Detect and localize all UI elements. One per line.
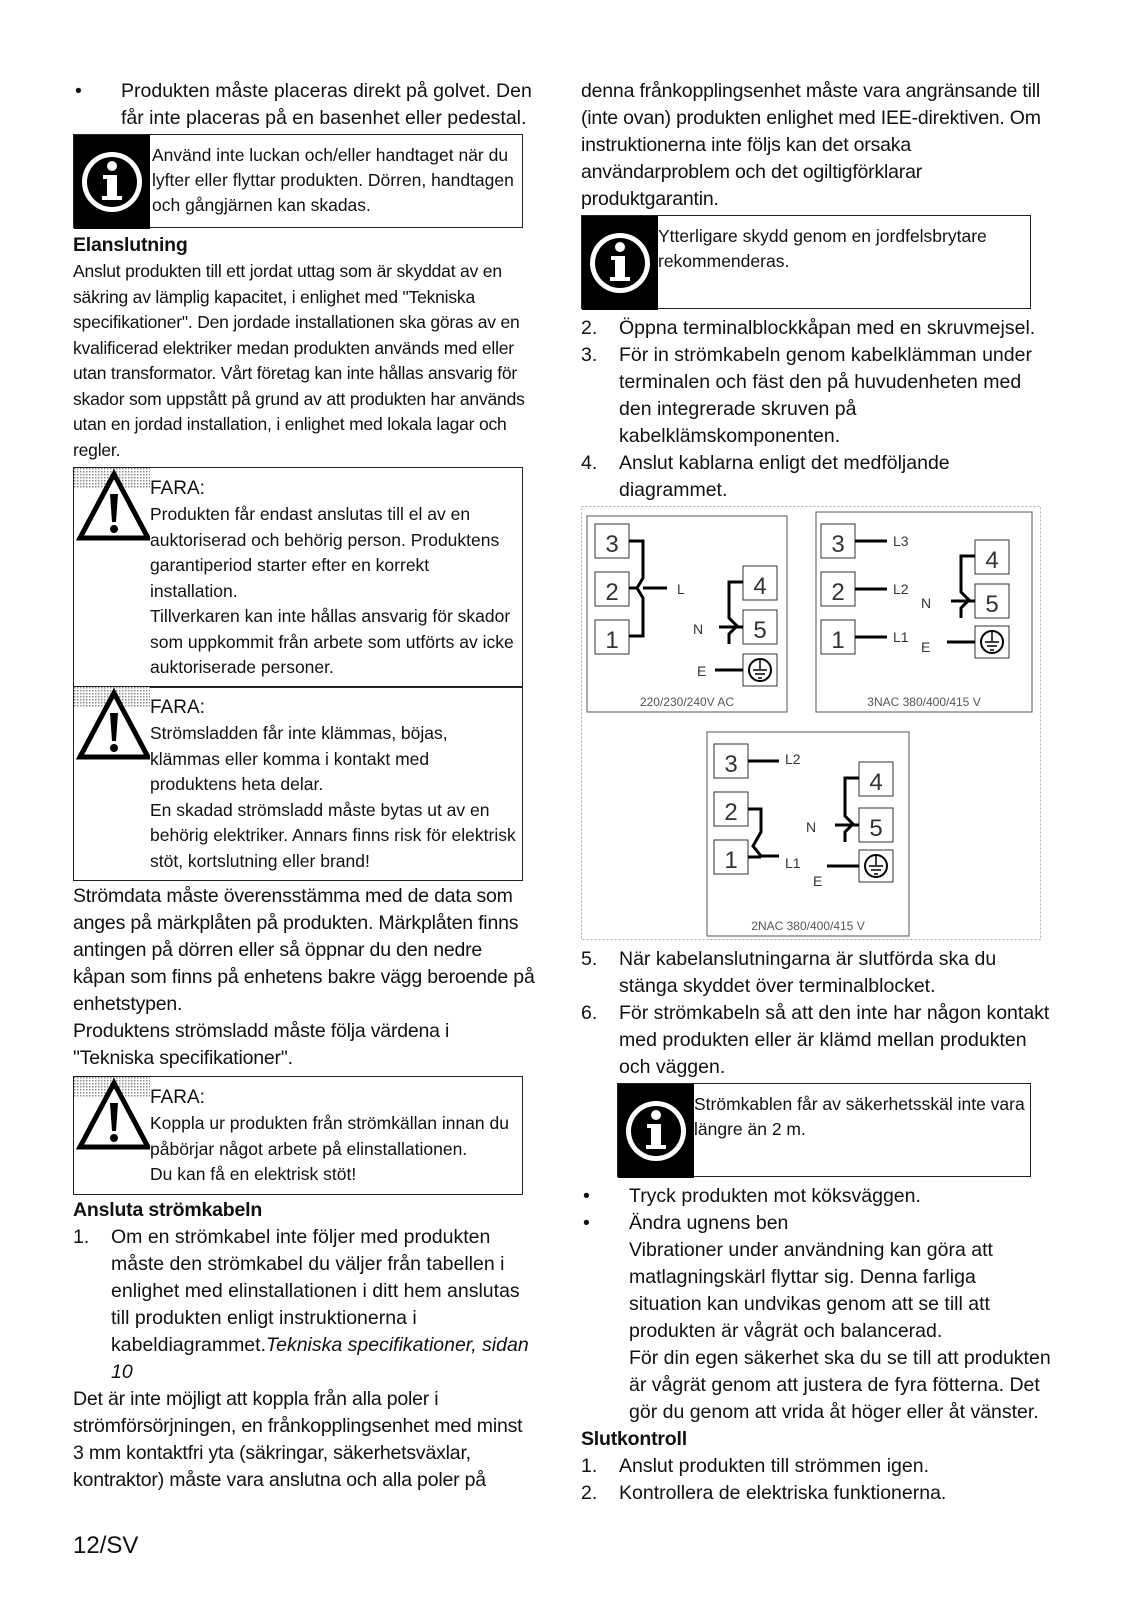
paragraph-continued: denna frånkopplingsenhet måste vara angränsande till (inte ovan) produkten enlighet med IEE-direktiven. Om instruktionerna inte följs kan det orsaka användarproblem och det ogiltigförklarar produktgarantin.	[581, 80, 1041, 210]
wiring-diagrams	[581, 506, 1041, 940]
label-L2: L2	[893, 581, 909, 597]
bullet-legs	[581, 1210, 1051, 1426]
terminal-2-label: 2	[831, 579, 845, 606]
label-E: E	[921, 639, 931, 655]
final-step-2-text: Kontrollera de elektriska funktionerna.	[619, 1482, 947, 1504]
heading-ansluta: Ansluta strömkabeln	[73, 1198, 263, 1221]
diagram-caption: 220/230/240V AC	[639, 695, 735, 709]
step-number: 2.	[581, 317, 598, 339]
info-box-door	[73, 134, 523, 228]
step-number: 5.	[581, 948, 598, 970]
terminal-2-label: 2	[605, 579, 619, 606]
page-number: 12/SV	[73, 1532, 139, 1559]
warning-text-1: Produkten får endast anslutas till el av en auktoriserad och behörig person. Produktens garantiperiod starter efter en korrekt installation.	[150, 504, 500, 601]
step-1	[73, 1224, 535, 1386]
bullet-placement-text: Produkten måste placeras direkt på golvet. Den får inte placeras på en basenhet eller pedestal.	[121, 80, 532, 129]
warning-box-authorized	[73, 467, 523, 688]
step-5-text: När kabelanslutningarna är slutförda ska du stänga skyddet över terminalblocket.	[619, 948, 997, 997]
warning-title: FARA:	[150, 478, 205, 499]
warning-icon	[74, 1077, 150, 1153]
label-L1: L1	[785, 855, 801, 871]
right-column	[581, 78, 1051, 1507]
bullet-push	[581, 1183, 1051, 1210]
bullet-dot: •	[75, 80, 82, 102]
warning-title: FARA:	[150, 697, 205, 718]
warning-text-1: Koppla ur produkten från strömkällan innan du påbörjar något arbete på elinstallationen.	[150, 1113, 509, 1159]
bullet-dot: •	[583, 1212, 590, 1234]
terminal-4-label: 4	[869, 769, 883, 796]
info-box-rcd-text: Ytterligare skydd genom en jordfelsbrytare rekommenderas.	[658, 226, 987, 271]
info-box-cable-length	[617, 1083, 1031, 1177]
bullet-legs-title: Ändra ugnens ben	[629, 1212, 789, 1234]
paragraph-stromsladd: Produktens strömsladd måste följa värdena i "Tekniska specifikationer".	[73, 1020, 450, 1069]
terminal-3-label: 3	[724, 751, 738, 778]
bullet-dot: •	[583, 1185, 590, 1207]
terminal-4-label: 4	[753, 573, 767, 600]
terminal-5-label: 5	[985, 591, 999, 618]
step-number: 1.	[581, 1455, 598, 1477]
warning-icon-wrap	[74, 687, 150, 880]
bullet-push-text: Tryck produkten mot köksväggen.	[629, 1185, 921, 1207]
label-N: N	[693, 621, 704, 637]
step-6	[581, 1000, 1051, 1081]
warning-box-cord-text	[150, 687, 522, 880]
info-box-door-text: Använd inte luckan och/eller handtaget när du lyfter eller flyttar produkten. Dörren, handtagen och gångjärnen kan skadas.	[152, 145, 514, 215]
label-L2: L2	[785, 751, 801, 767]
step-1-title: Om en strömkabel inte följer med produkten	[111, 1225, 491, 1248]
warning-box-cord	[73, 686, 523, 881]
terminal-1-label: 1	[605, 627, 619, 654]
info-icon	[582, 216, 658, 310]
terminal-3-label: 3	[831, 531, 845, 558]
warning-box-unplug	[73, 1076, 523, 1195]
label-E: E	[697, 663, 707, 679]
warning-box-authorized-text	[150, 468, 522, 687]
final-step-1	[581, 1453, 1051, 1480]
terminal-1-label: 1	[831, 627, 845, 654]
warning-icon	[74, 468, 150, 544]
info-box-cable-length-text: Strömkablen får av säkerhetsskäl inte vara längre än 2 m.	[694, 1094, 1025, 1139]
step-number: 3.	[581, 344, 598, 366]
terminal-1-label: 1	[724, 847, 738, 874]
label-L: L	[677, 581, 685, 597]
info-icon	[74, 135, 150, 229]
info-box-rcd	[581, 215, 1031, 309]
step-number: 4.	[581, 452, 598, 474]
heading-slutkontroll: Slutkontroll	[581, 1428, 687, 1450]
left-column	[73, 78, 535, 1494]
diagram-caption: 2NAC 380/400/415 V	[751, 919, 865, 933]
paragraph-poler: Det är inte möjligt att koppla från alla poler i strömförsörjningen, en frånkopplingsenhet med minst 3 mm kontaktfri yta (säkringar, säkerhetsväxlar, kontraktor) måste vara anslutna och alla poler på	[73, 1387, 523, 1491]
step-4	[581, 450, 1051, 504]
warning-icon-wrap	[74, 1077, 150, 1194]
final-step-1-text: Anslut produkten till strömmen igen.	[619, 1455, 929, 1477]
paragraph-stromdata: Strömdata måste överensstämma med de data som anges på märkplåten på produkten. Märkplåten finns antingen på dörren eller så öppnar du den nedre kåpan som finns på enhetens bakre vägg beroende på enhetstypen.	[73, 885, 535, 1015]
diagram-caption: 3NAC 380/400/415 V	[867, 695, 981, 709]
info-icon	[618, 1084, 694, 1178]
label-L1: L1	[893, 629, 909, 645]
terminal-5-label: 5	[869, 815, 883, 842]
label-N: N	[921, 595, 932, 611]
paragraph-vibration: Vibrationer under användning kan göra att matlagningskärl flyttar sig. Denna farliga situation kan undvikas genom att se till att produkten är vågrät och balancerad.	[629, 1239, 993, 1342]
warning-text-2: Du kan få en elektrisk stöt!	[150, 1164, 357, 1184]
step-number: 2.	[581, 1482, 598, 1504]
paragraph-safety: För din egen säkerhet ska du se till att produkten är vågrät genom att justera de fyra fötterna. Det gör du genom att vrida åt höger eller åt vänster.	[629, 1347, 1051, 1423]
step-3	[581, 342, 1051, 450]
step-1-text: måste den strömkabel du väljer från tabellen i enlighet med elinstallationen i ditt hem anslutas till produkten enligt instruktionerna i kabeldiagrammet.	[111, 1252, 520, 1356]
warning-text-1: Strömsladden får inte klämmas, böjas, klämmas eller komma i kontakt med produktens heta delar.	[150, 723, 448, 794]
terminal-2-label: 2	[724, 799, 738, 826]
step-2	[581, 315, 1051, 342]
final-step-2	[581, 1480, 1051, 1507]
warning-icon-wrap	[74, 468, 150, 687]
warning-title: FARA:	[150, 1087, 205, 1108]
step-2-text: Öppna terminalblockkåpan med en skruvmejsel.	[619, 317, 1036, 339]
step-number: 6.	[581, 1002, 598, 1024]
label-E: E	[813, 873, 823, 889]
step-6-text: För strömkabeln så att den inte har någon kontakt med produkten eller är klämd mellan produkten och väggen.	[619, 1002, 1050, 1078]
paragraph-elanslutning: Anslut produkten till ett jordat uttag som är skyddat av en säkring av lämplig kapacitet, i enlighet med "Tekniska specifikationer". Den jordade installationen ska göras av en kvalificerad elektriker medan produkten används med eller utan transformator. Vårt företag kan inte hållas ansvarig för skador som uppstått på grund av att produkten har används utan en jordad installation, i enlighet med lokala lagar och regler.	[73, 261, 525, 460]
heading-elanslutning: Elanslutning	[73, 234, 188, 256]
terminal-4-label: 4	[985, 547, 999, 574]
label-L3: L3	[893, 533, 909, 549]
terminal-3-label: 3	[605, 531, 619, 558]
warning-text-2: Tillverkaren kan inte hållas ansvarig för skador som uppkommit från arbete som utförts av icke auktoriserade personer.	[150, 606, 514, 677]
step-3-text: För in strömkabeln genom kabelklämman under terminalen och fäst den på huvudenheten med den integrerade skruven på kabelklämskomponenten.	[619, 344, 1032, 447]
warning-text-2: En skadad strömsladd måste bytas ut av en behörig elektriker. Annars finns risk för elektrisk stöt, kortslutning eller brand!	[150, 799, 516, 871]
label-N: N	[806, 819, 817, 835]
step-5	[581, 946, 1051, 1000]
step-number: 1.	[73, 1225, 90, 1248]
bullet-placement	[73, 78, 535, 132]
terminal-5-label: 5	[753, 617, 767, 644]
step-1-reference: Tekniska specifikationer, sidan 10	[111, 1333, 529, 1383]
warning-icon	[74, 687, 150, 763]
step-4-text: Anslut kablarna enligt det medföljande diagrammet.	[619, 452, 950, 501]
warning-box-unplug-text	[150, 1077, 522, 1194]
